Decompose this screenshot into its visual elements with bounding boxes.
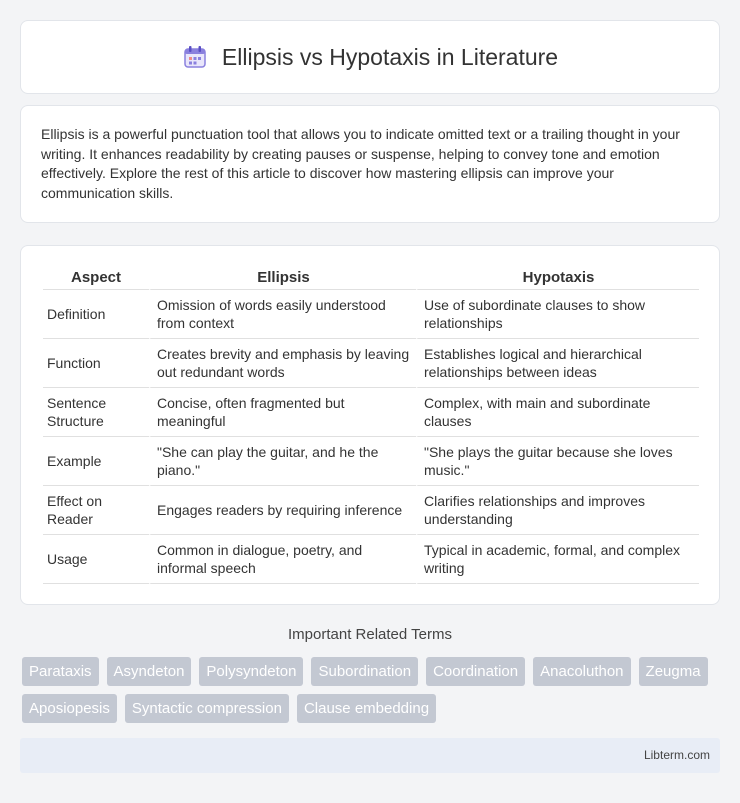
term-tag[interactable]: Clause embedding bbox=[297, 694, 436, 723]
aspect-cell: Sentence Structure bbox=[43, 388, 149, 437]
comparison-card bbox=[20, 245, 720, 605]
ellipsis-cell: Common in dialogue, poetry, and informal speech bbox=[149, 535, 416, 584]
table-row bbox=[43, 388, 699, 437]
aspect-cell: Effect on Reader bbox=[43, 486, 149, 535]
term-tag[interactable]: Syntactic compression bbox=[125, 694, 289, 723]
term-tag[interactable]: Parataxis bbox=[22, 657, 99, 686]
comparison-table bbox=[43, 266, 699, 584]
aspect-cell: Definition bbox=[43, 290, 149, 339]
table-row bbox=[43, 486, 699, 535]
term-tag[interactable]: Subordination bbox=[311, 657, 418, 686]
column-header-ellipsis: Ellipsis bbox=[149, 266, 416, 290]
term-tag[interactable]: Zeugma bbox=[639, 657, 708, 686]
footer-site-link[interactable]: Libterm.com bbox=[643, 748, 710, 762]
page-title: Ellipsis vs Hypotaxis in Literature bbox=[221, 43, 559, 70]
column-header-hypotaxis: Hypotaxis bbox=[416, 266, 699, 290]
hypotaxis-cell: Establishes logical and hierarchical relationships between ideas bbox=[416, 339, 699, 388]
term-tag[interactable]: Anacoluthon bbox=[533, 657, 630, 686]
ellipsis-cell: Concise, often fragmented but meaningful bbox=[149, 388, 416, 437]
table-row bbox=[43, 290, 699, 339]
table-row bbox=[43, 339, 699, 388]
aspect-cell: Function bbox=[43, 339, 149, 388]
calendar-icon bbox=[182, 44, 208, 70]
hypotaxis-cell: Typical in academic, formal, and complex writing bbox=[416, 535, 699, 584]
term-tag[interactable]: Asyndeton bbox=[107, 657, 192, 686]
footer-bar bbox=[20, 738, 720, 773]
table-row bbox=[43, 535, 699, 584]
hypotaxis-cell: Complex, with main and subordinate clauses bbox=[416, 388, 699, 437]
aspect-cell: Example bbox=[43, 437, 149, 486]
related-terms-list bbox=[22, 657, 722, 723]
intro-card bbox=[20, 105, 720, 223]
title-card bbox=[20, 20, 720, 94]
term-tag[interactable]: Polysyndeton bbox=[199, 657, 303, 686]
ellipsis-cell: Omission of words easily understood from context bbox=[149, 290, 416, 339]
table-header-row bbox=[43, 266, 699, 290]
term-tag[interactable]: Aposiopesis bbox=[22, 694, 117, 723]
hypotaxis-cell: "She plays the guitar because she loves music." bbox=[416, 437, 699, 486]
table-row bbox=[43, 437, 699, 486]
column-header-aspect: Aspect bbox=[43, 266, 149, 290]
term-tag[interactable]: Coordination bbox=[426, 657, 525, 686]
title-wrap bbox=[182, 44, 558, 71]
ellipsis-cell: "She can play the guitar, and he the piano." bbox=[149, 437, 416, 486]
ellipsis-cell: Engages readers by requiring inference bbox=[149, 486, 416, 535]
related-terms-title: Important Related Terms bbox=[288, 626, 452, 643]
aspect-cell: Usage bbox=[43, 535, 149, 584]
ellipsis-cell: Creates brevity and emphasis by leaving out redundant words bbox=[149, 339, 416, 388]
intro-paragraph: Ellipsis is a powerful punctuation tool that allows you to indicate omitted text or a trailing thought in your writing. It enhances readability by creating pauses or suspense, helping to convey tone and emotion effectively. Explore the rest of this article to discover how mastering ellipsis can improve your communication skills. bbox=[41, 126, 680, 201]
hypotaxis-cell: Clarifies relationships and improves understanding bbox=[416, 486, 699, 535]
hypotaxis-cell: Use of subordinate clauses to show relationships bbox=[416, 290, 699, 339]
